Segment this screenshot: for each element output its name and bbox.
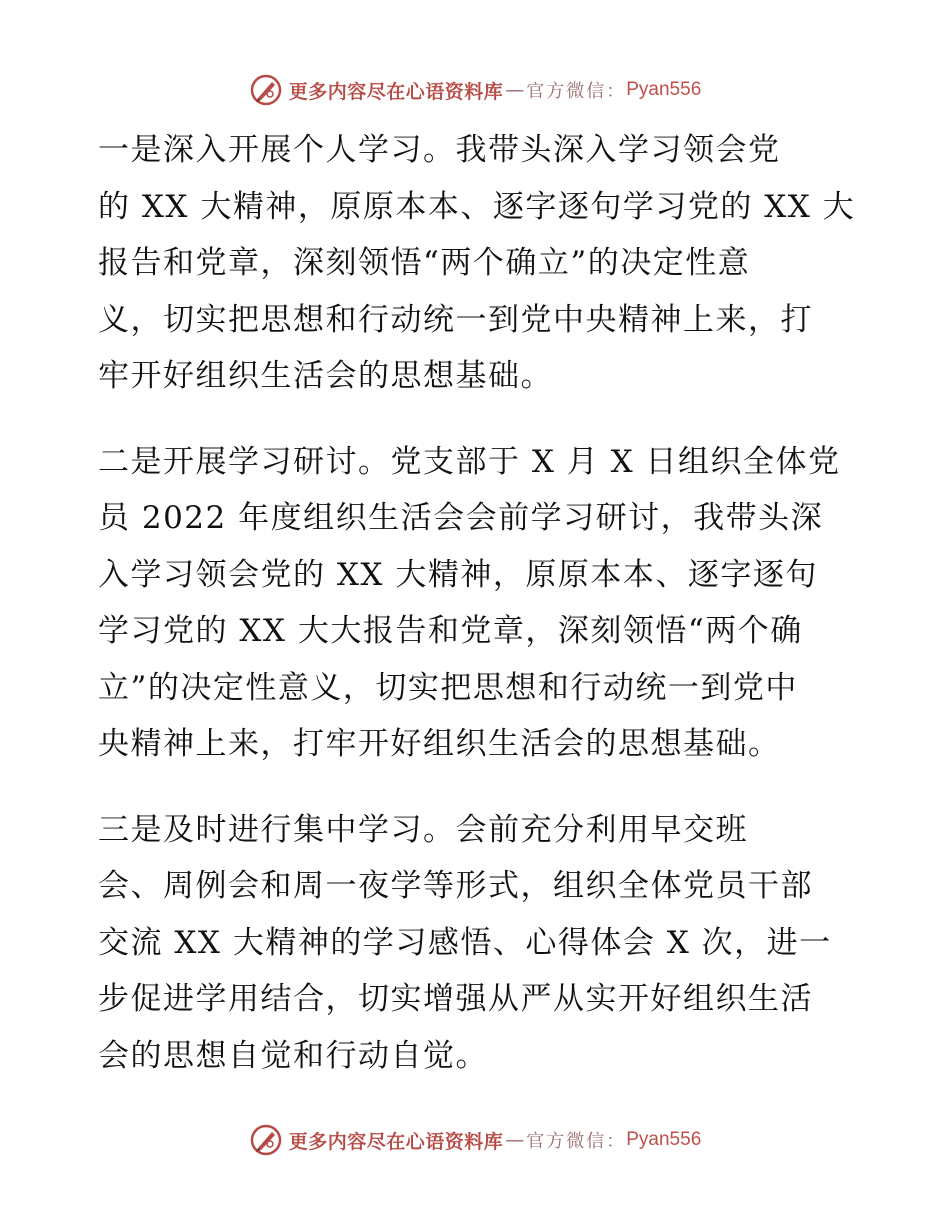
text-line: 会的思想自觉和行动自觉。 <box>98 1037 488 1074</box>
brand-text: 更多内容尽在心语资料库 <box>288 1130 504 1153</box>
wechat-id: Pyan556 <box>626 79 702 100</box>
wechat-id: Pyan556 <box>626 1129 702 1150</box>
paragraph-study-discussion <box>98 434 858 773</box>
text-line: 的 XX 大精神，原原本本、逐字逐句学习党的 XX 大 <box>98 188 856 225</box>
paragraph-group-study <box>98 802 858 1085</box>
text-line: 牢开好组织生活会的思想基础。 <box>98 358 553 394</box>
text-line: 入学习领会党的 XX 大精神，原原本本、逐字逐句 <box>98 556 818 593</box>
wechat-label: 官方微信： <box>526 1131 627 1152</box>
text-line: 一是深入开展个人学习。我带头深入学习领会党 <box>98 132 781 168</box>
footer-banner <box>0 1120 950 1160</box>
pen-circle-logo-icon <box>249 73 283 107</box>
pen-circle-logo-icon <box>249 1123 283 1157</box>
text-line: 立”的决定性意义，切实把思想和行动统一到党中 <box>98 669 798 706</box>
paragraph-personal-study <box>98 122 858 405</box>
text-line: 央精神上来，打牢开好组织生活会的思想基础。 <box>98 726 781 762</box>
banner-separator: — <box>505 79 525 101</box>
wechat-label: 官方微信： <box>526 81 627 102</box>
text-line: 交流 XX 大精神的学习感悟、心得体会 X 次，进一 <box>98 924 832 961</box>
text-line: 员 2022 年度组织生活会会前学习研讨，我带头深 <box>98 500 824 536</box>
text-line: 报告和党章，深刻领悟“两个确立”的决定性意 <box>98 245 751 281</box>
brand-text: 更多内容尽在心语资料库 <box>288 80 504 103</box>
text-line: 步促进学用结合，切实增强从严从实开好组织生活 <box>98 981 813 1017</box>
banner-separator: — <box>505 1129 525 1151</box>
text-line: 义，切实把思想和行动统一到党中央精神上来，打 <box>98 301 813 338</box>
text-line: 会、周例会和周一夜学等形式，组织全体党员干部 <box>98 868 813 904</box>
document-body <box>98 122 858 1084</box>
text-line: 学习党的 XX 大大报告和党章，深刻领悟“两个确 <box>98 613 803 649</box>
text-line: 二是开展学习研讨。党支部于 X 月 X 日组织全体党 <box>98 443 841 480</box>
text-line: 三是及时进行集中学习。会前充分利用早交班 <box>98 811 748 848</box>
header-banner <box>0 70 950 110</box>
